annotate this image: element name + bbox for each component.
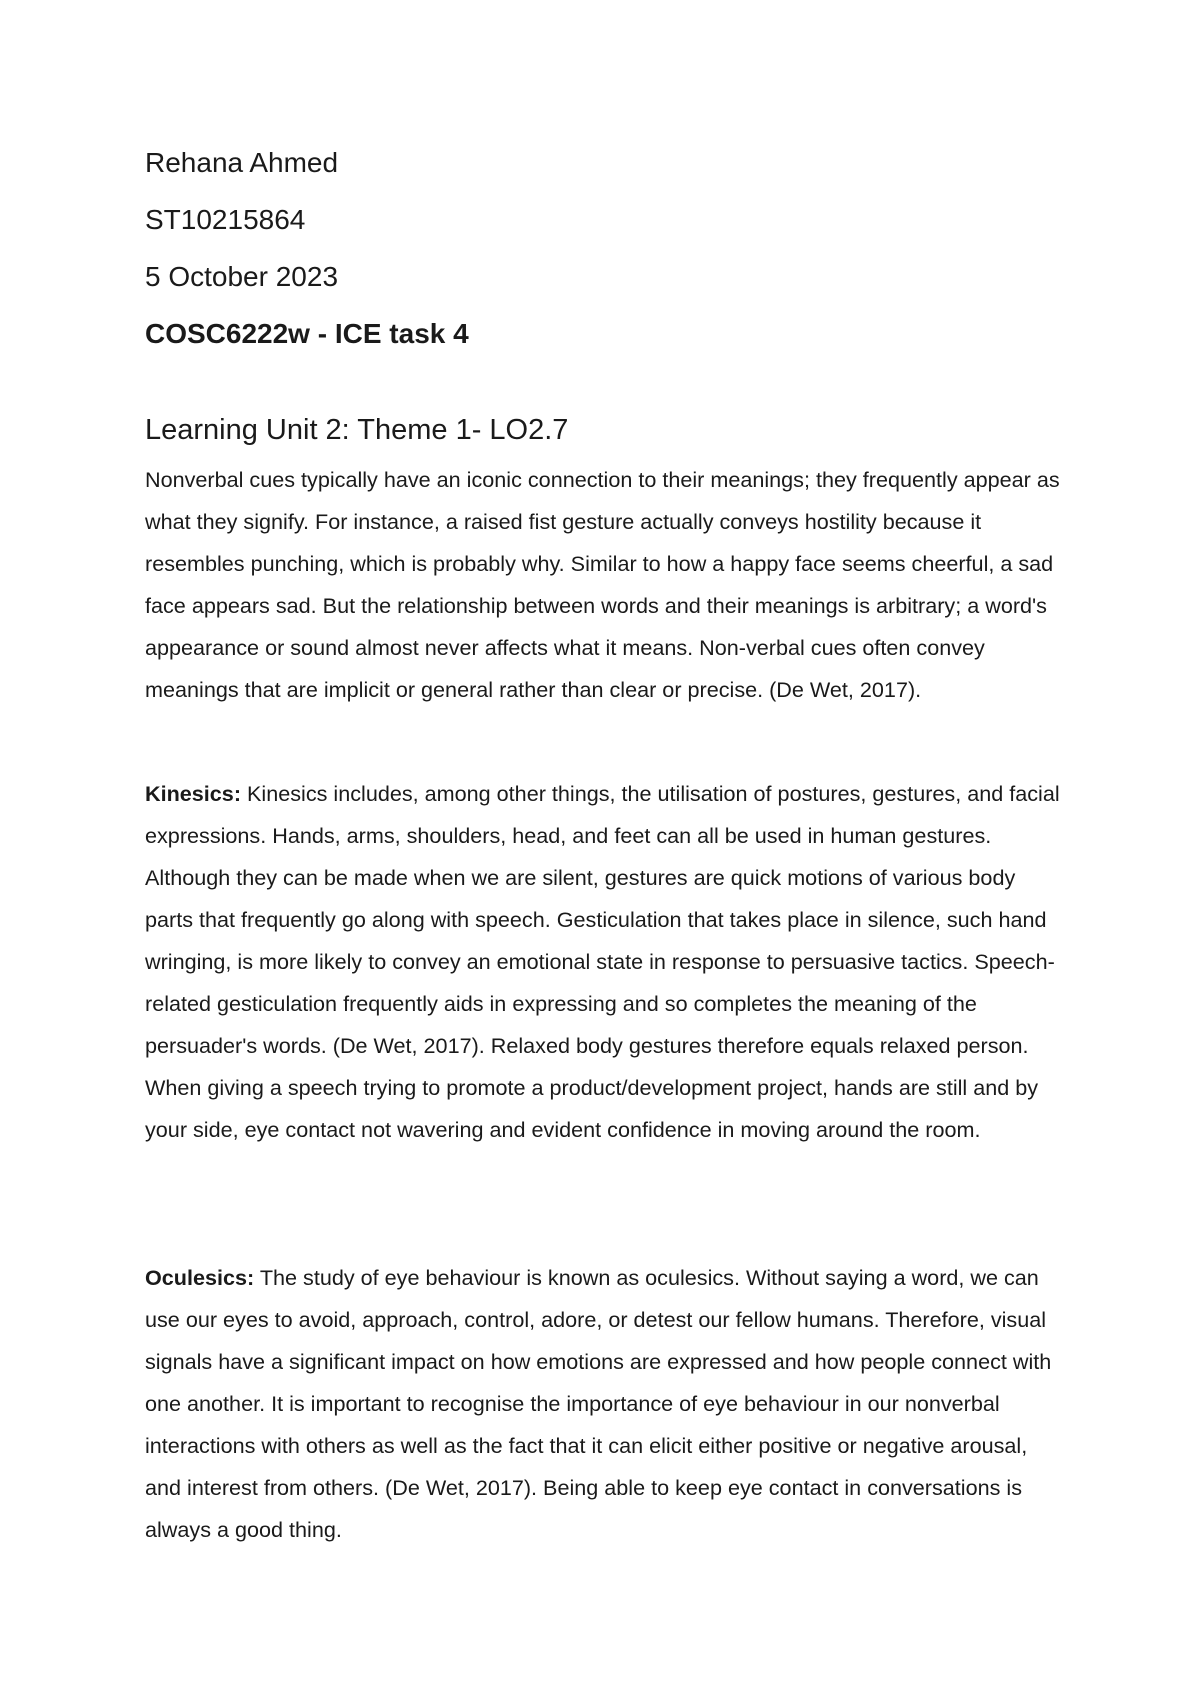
document-date: 5 October 2023 xyxy=(145,261,339,292)
section-heading: Learning Unit 2: Theme 1- LO2.7 xyxy=(145,414,569,446)
oculesics-label: Oculesics: xyxy=(145,1265,255,1290)
oculesics-paragraph xyxy=(145,1257,1065,1551)
student-number: ST10215864 xyxy=(145,204,306,235)
oculesics-text: The study of eye behaviour is known as oculesics. Without saying a word, we can use our eyes to avoid, approach, control, adore, or detest our fellow humans. Therefore, visual signals have a significant impact on how emotions are expressed and how people connect with one another. It is important to recognise the importance of eye behaviour in our nonverbal interactions with others as well as the fact that it can elicit either positive or negative arousal, and interest from others. (De Wet, 2017). Being able to keep eye contact in conversations is always a good thing. xyxy=(145,1265,1052,1542)
kinesics-label: Kinesics: xyxy=(145,781,242,806)
author-name: Rehana Ahmed xyxy=(145,147,339,178)
intro-paragraph: Nonverbal cues typically have an iconic connection to their meanings; they frequently appear as what they signify. For instance, a raised fist gesture actually conveys hostility because it resembles punching, which is probably why. Similar to how a happy face seems cheerful, a sad face appears sad. But the relationship between words and their meanings is arbitrary; a word's appearance or sound almost never affects what it means. Non-verbal cues often convey meanings that are implicit or general rather than clear or precise. (De Wet, 2017). xyxy=(145,467,1060,702)
kinesics-text: Kinesics includes, among other things, the utilisation of postures, gestures, and facial expressions. Hands, arms, shoulders, head, and feet can all be used in human gestures. Although they can be made when we are silent, gestures are quick motions of various body parts that frequently go along with speech. Gesticulation that takes place in silence, such hand wringing, is more likely to convey an emotional state in response to persuasive tactics. Speech-related gesticulation frequently aids in expressing and so completes the meaning of the persuader's words. (De Wet, 2017). Relaxed body gestures therefore equals relaxed person. When giving a speech trying to promote a product/development project, hands are still and by your side, eye contact not wavering and evident confidence in moving around the room. xyxy=(145,781,1060,1142)
kinesics-paragraph xyxy=(145,773,1065,1151)
document-title: COSC6222w - ICE task 4 xyxy=(145,318,469,349)
